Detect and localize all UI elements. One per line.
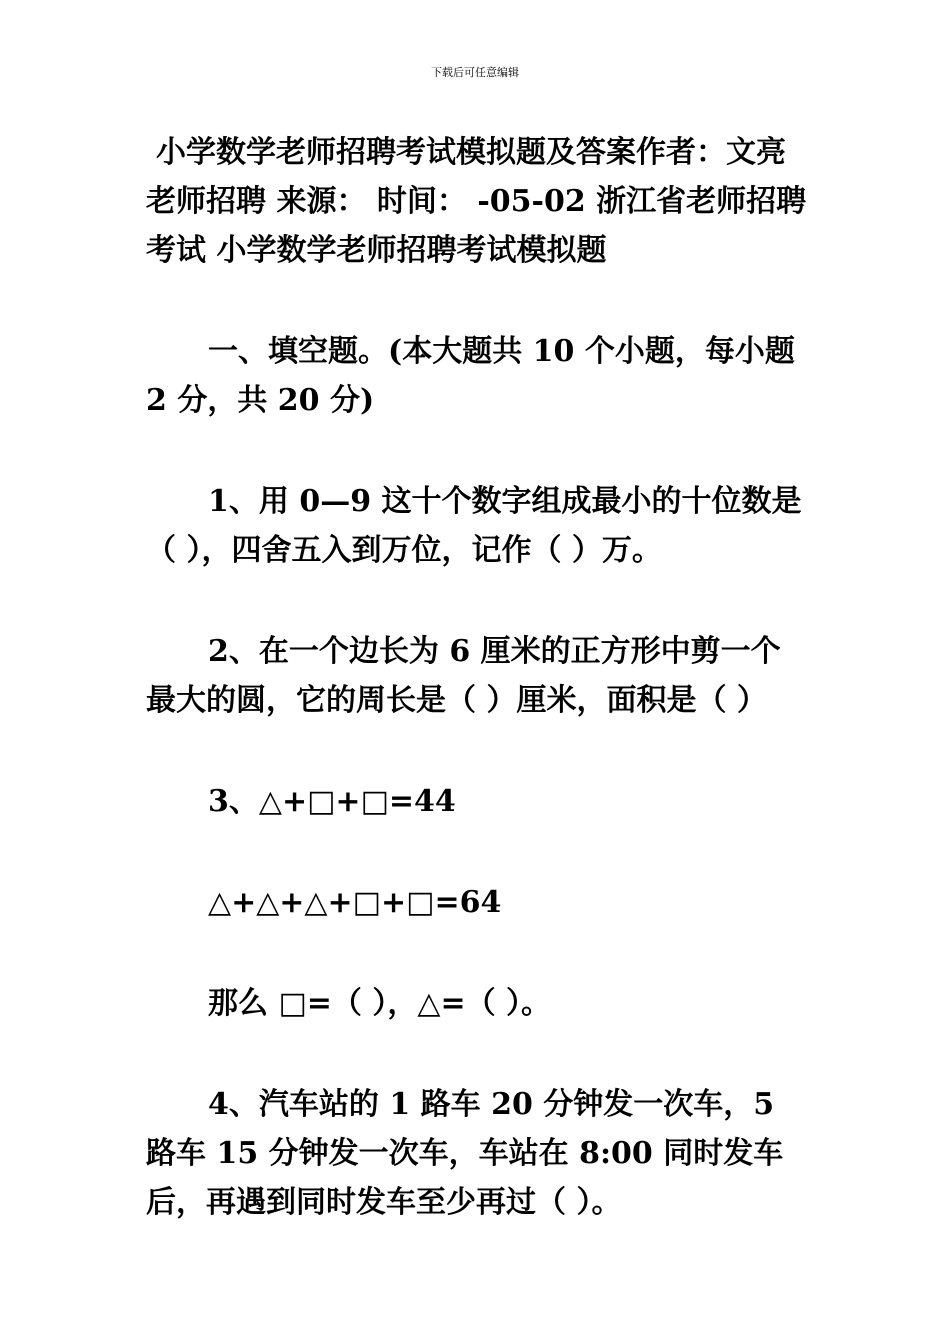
section-heading: 一、填空题。(本大题共 10 个小题，每小题 2 分，共 20 分) <box>146 334 795 418</box>
question-3-line-3: 那么 □=（ ），△=（ ）。 <box>208 986 552 1021</box>
question-3-line-2: △+△+△+□+□=64 <box>208 885 502 920</box>
header-note: 下载后可任意编辑 <box>431 66 519 79</box>
question-2: 2、在一个边长为 6 厘米的正方形中剪一个最大的圆，它的周长是（ ）厘米，面积是（ ） <box>146 634 781 718</box>
document-title: 小学数学老师招聘考试模拟题及答案作者：文亮老师招聘 来源： 时间： -05-02 浙江省老师招聘考试 小学数学老师招聘考试模拟题 <box>146 135 807 268</box>
question-3-line-1: 3、△+□+□=44 <box>208 784 456 819</box>
document-body <box>146 128 808 1227</box>
question-1: 1、用 0—9 这十个数字组成最小的十位数是（ ），四舍五入到万位，记作（ ）万。 <box>146 484 802 568</box>
question-4: 4、汽车站的 1 路车 20 分钟发一次车，5 路车 15 分钟发一次车，车站在 8:00 同时发车后，再遇到同时发车至少再过（ ）。 <box>146 1087 784 1220</box>
